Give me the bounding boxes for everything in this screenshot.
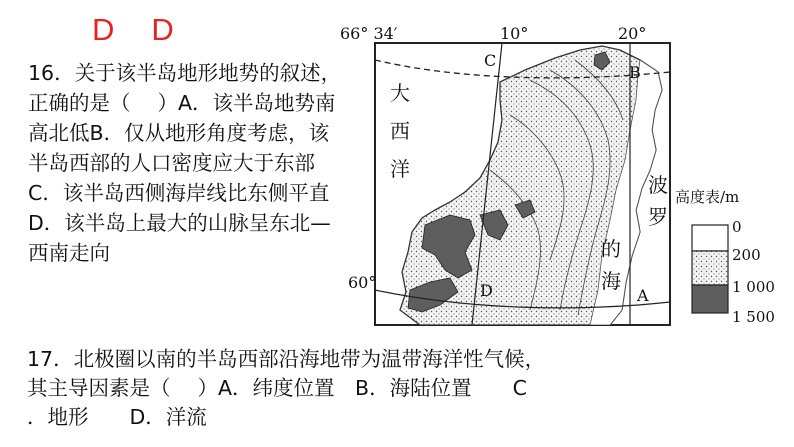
legend-level-200: 200 [732, 246, 761, 264]
atlantic-char-1: 大 [390, 81, 410, 105]
baltic-char-4: 海 [601, 269, 621, 293]
label-lat-bottom: 60° [348, 273, 377, 292]
label-lat-top: 66° 34′ [340, 24, 398, 43]
answer-16: D [92, 12, 115, 47]
atlantic-label [390, 81, 410, 181]
legend-level-1000: 1 000 [732, 278, 775, 296]
legend-title: 高度表/m [675, 188, 740, 206]
peninsula-map [340, 20, 790, 330]
label-b: B [629, 63, 641, 82]
label-d: D [480, 281, 493, 300]
question-17-line-3: ．地形 D．洋流 [27, 405, 207, 429]
question-17-line-1: 17．北极圈以南的半岛西部沿海地带为温带海洋性气候， [27, 347, 546, 371]
legend-swatch-low [692, 225, 728, 251]
baltic-char-2: 罗 [648, 205, 668, 229]
label-c: C [484, 51, 497, 70]
legend-swatch-high [692, 285, 728, 313]
baltic-char-3: 的 [601, 237, 621, 261]
elevation-legend [675, 188, 775, 326]
legend-level-0: 0 [732, 218, 742, 236]
label-a: A [637, 286, 649, 305]
legend-level-1500: 1 500 [732, 308, 775, 326]
label-lon-10: 10° [500, 24, 529, 43]
legend-swatch-mid [692, 251, 728, 285]
atlantic-char-2: 西 [390, 119, 410, 143]
question-17 [27, 345, 647, 432]
question-16: 16．关于该半岛地形地势的叙述，正确的是（ ）A．该半岛地势南高北低B．仅从地形角度考虑，该半岛西部的人口密度应大于东部C．该半岛西侧海岸线比东侧平直D．该半岛上最大的山脉呈东北—西南走向 [28, 61, 342, 265]
answer-marks [92, 12, 211, 48]
atlantic-char-3: 洋 [390, 157, 410, 181]
answer-17: D [151, 12, 174, 47]
question-17-line-2: 其主导因素是（ ）A．纬度位置 B．海陆位置 C [27, 376, 527, 400]
label-lon-20: 20° [618, 24, 647, 43]
baltic-char-1: 波 [648, 173, 668, 197]
